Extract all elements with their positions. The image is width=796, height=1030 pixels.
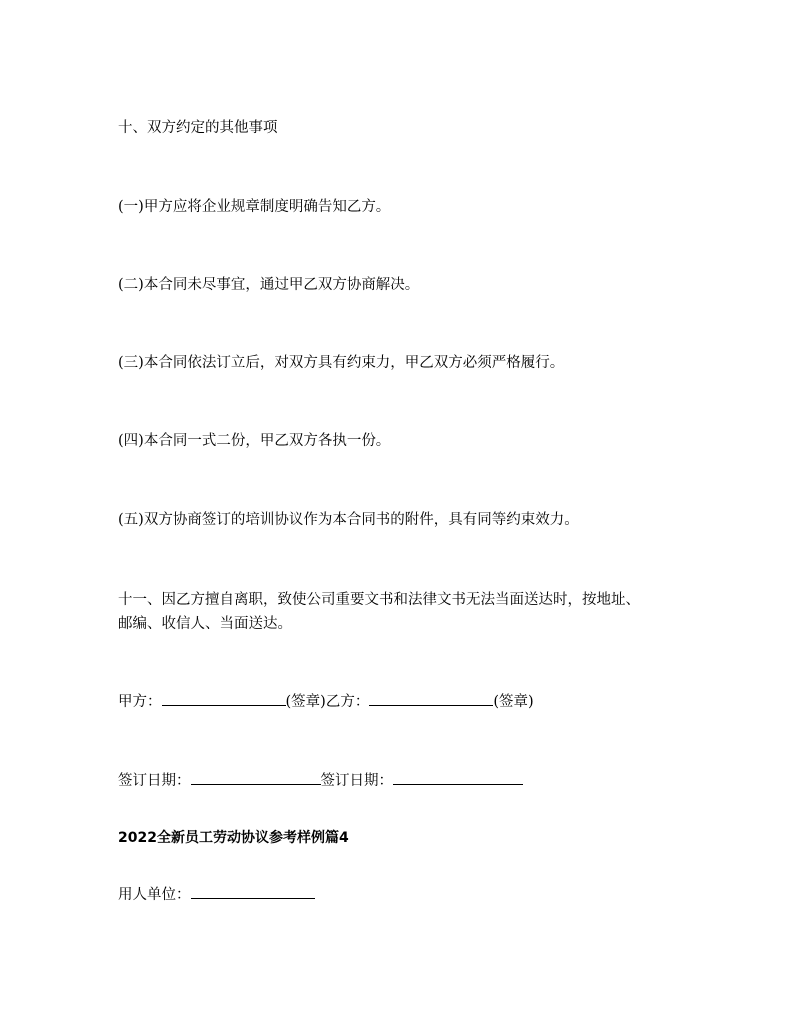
- signing-date-row: [118, 770, 523, 793]
- signature-row: [118, 691, 534, 714]
- section-10-item-1: (一)甲方应将企业规章制度明确告知乙方。: [118, 199, 391, 215]
- employer-blank: [191, 884, 315, 899]
- signing-date-blank-a: [191, 770, 321, 785]
- party-a-seal-label: (签章): [285, 694, 326, 710]
- section-11-line-1: 十一、因乙方擅自离职，致使公司重要文书和法律文书无法当面送达时，按地址、: [118, 592, 640, 608]
- party-a-signature-blank: [162, 691, 286, 706]
- section-10-heading: 十、双方约定的其他事项: [118, 120, 278, 136]
- section-10-item-4: (四)本合同一式二份，甲乙双方各执一份。: [118, 433, 391, 449]
- party-b-label: 乙方：: [325, 694, 370, 710]
- section-10-item-2: (二)本合同未尽事宜，通过甲乙双方协商解决。: [118, 277, 420, 293]
- party-a-label: 甲方：: [118, 694, 162, 710]
- next-document-title: 2022全新员工劳动协议参考样例篇4: [118, 830, 349, 846]
- employer-row: [118, 884, 315, 907]
- employer-label: 用人单位：: [118, 887, 191, 903]
- party-b-signature-blank: [369, 691, 493, 706]
- signing-date-blank-b: [393, 770, 523, 785]
- signing-date-label-a: 签订日期：: [118, 773, 191, 789]
- section-10-item-5: (五)双方协商签订的培训协议作为本合同书的附件，具有同等约束效力。: [118, 512, 579, 528]
- signing-date-label-b: 签订日期：: [320, 773, 393, 789]
- party-b-seal-label: (签章): [493, 694, 534, 710]
- section-10-item-3: (三)本合同依法订立后，对双方具有约束力，甲乙双方必须严格履行。: [118, 355, 565, 371]
- section-11-line-2: 邮编、收信人、当面送达。: [118, 616, 292, 632]
